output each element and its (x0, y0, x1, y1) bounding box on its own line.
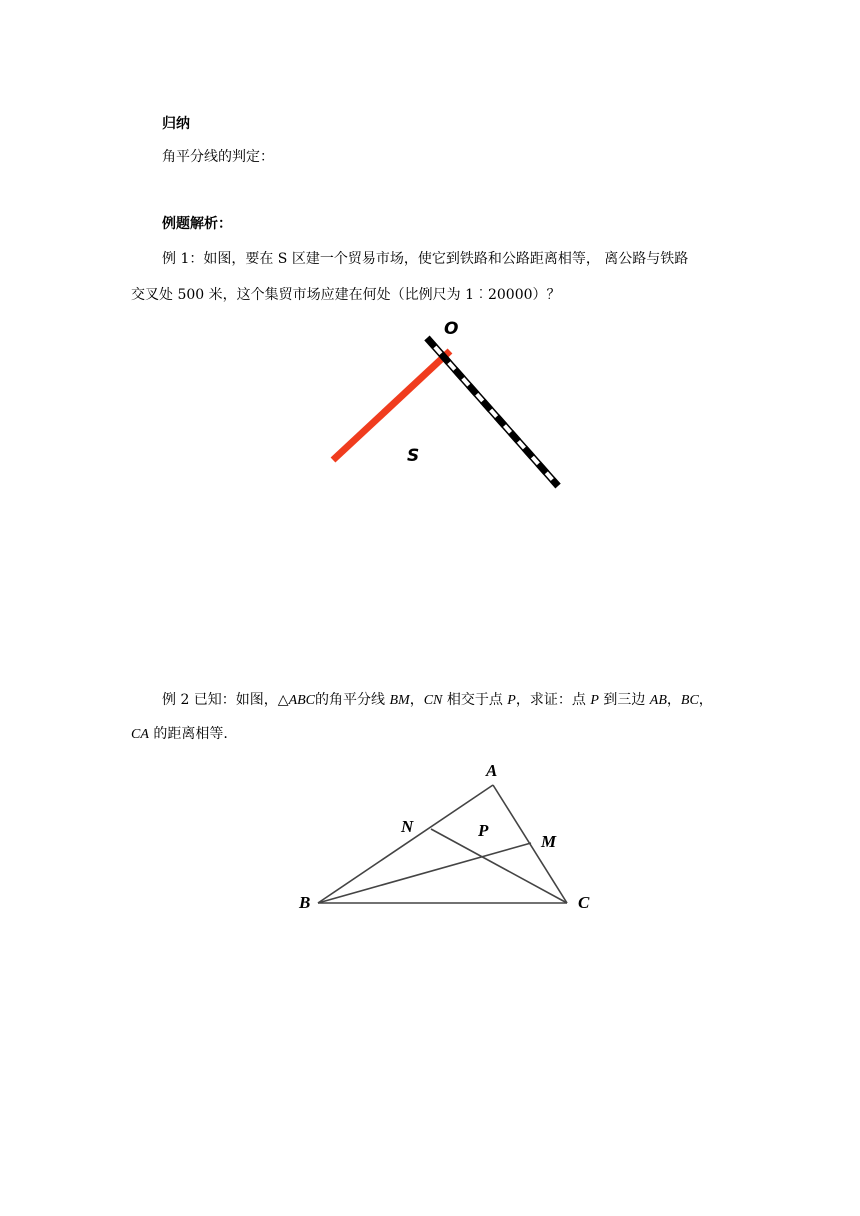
bisector-bm-line (318, 843, 531, 903)
example2-text: 到三边 (598, 692, 650, 708)
side-ca: CA (131, 727, 149, 742)
side-ab: AB (649, 693, 667, 708)
section-text: 角平分线的判定： (162, 149, 274, 165)
segment-cn: CN (423, 693, 443, 708)
example1-line1: 例 1：如图，要在 S 区建一个贸易市场，使它到铁路和公路距离相等， 离公路与铁路 (162, 251, 689, 267)
label-b: B (299, 893, 311, 912)
punct: ， (666, 692, 681, 708)
example2-figure (290, 755, 610, 925)
example2-text: 的角平分线 (315, 692, 390, 708)
label-p: P (478, 821, 489, 840)
label-n: N (401, 817, 414, 836)
road-line (333, 351, 450, 460)
label-c: C (578, 893, 590, 912)
example1-figure (320, 315, 570, 495)
label-o: O (444, 319, 459, 339)
example2-suffix: 的距离相等. (148, 726, 228, 742)
segment-bm: BM (389, 693, 410, 708)
point-p: P (507, 693, 516, 708)
label-s: S (407, 446, 420, 466)
example2-line1 (162, 689, 713, 709)
label-m: M (541, 832, 557, 851)
label-a: A (486, 761, 498, 780)
punct: ， (698, 692, 713, 708)
example2-text: 相交于点 (442, 692, 508, 708)
example2-text: ，求证：点 (515, 692, 591, 708)
example1-line2: 交叉处 500 米，这个集贸市场应建在何处（比例尺为 1︰20000）？ (131, 287, 561, 303)
point-p: P (590, 693, 599, 708)
example2-line2 (131, 723, 228, 743)
side-ab-line (318, 785, 493, 903)
punct: ， (409, 692, 424, 708)
section-heading: 归纳 (162, 116, 190, 132)
triangle-abc: ABC (288, 693, 316, 708)
side-bc: BC (680, 693, 699, 708)
example2-prefix: 例 2 已知：如图，△ (162, 692, 289, 708)
examples-heading: 例题解析： (162, 216, 232, 232)
